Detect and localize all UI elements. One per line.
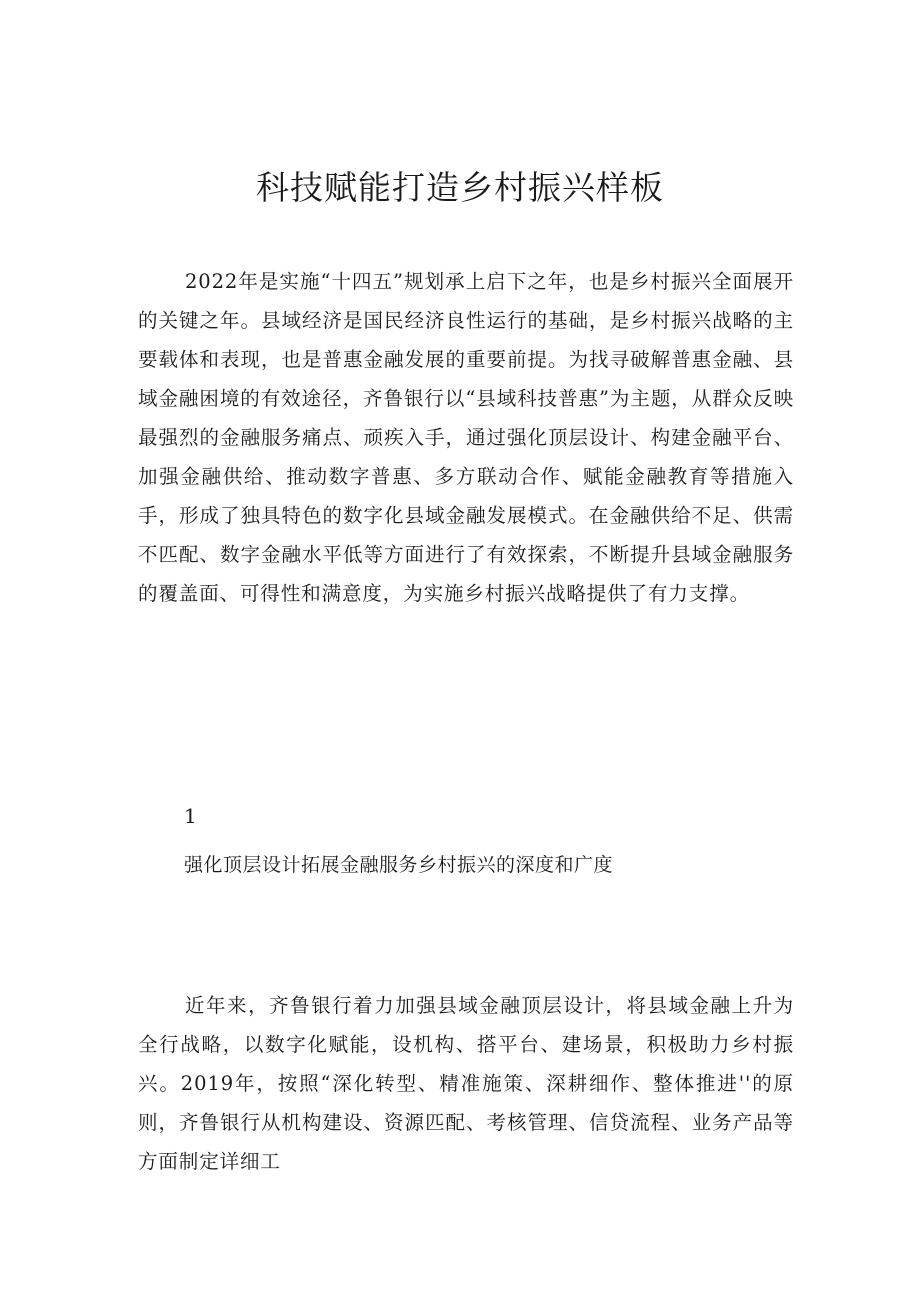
intro-paragraph: 2022年是实施“十四五”规划承上启下之年，也是乡村振兴全面展开的关键之年。县域经济是国民经济良性运行的基础，是乡村振兴战略的主要载体和表现，也是普惠金融发展的重要前提。为找寻破解普惠金融、县域金融困境的有效途径，齐鲁银行以“县域科技普惠”为主题，从群众反映最强烈的金融服务痛点、顽疾入手，通过强化顶层设计、构建金融平台、加强金融供给、推动数字普惠、多方联动合作、赋能金融教育等措施入手，形成了独具特色的数字化县域金融发展模式。在金融供给不足、供需不匹配、数字金融水平低等方面进行了有效探索，不断提升县域金融服务的覆盖面、可得性和满意度，为实施乡村振兴战略提供了有力支撑。: [138, 270, 794, 605]
section-heading: 强化顶层设计拓展金融服务乡村振兴的深度和广度: [184, 854, 614, 876]
document-title: 科技赋能打造乡村振兴样板: [256, 168, 664, 207]
section-number: 1: [184, 804, 197, 828]
section-paragraph: 近年来，齐鲁银行着力加强县域金融顶层设计，将县域金融上升为全行战略，以数字化赋能，设机构、搭平台、建场景，积极助力乡村振兴。2019年，按照“深化转型、精准施策、深耕细作、整体推进''的原则，齐鲁银行从机构建设、资源匹配、考核管理、信贷流程、业务产品等方面制定详细工: [138, 994, 794, 1173]
